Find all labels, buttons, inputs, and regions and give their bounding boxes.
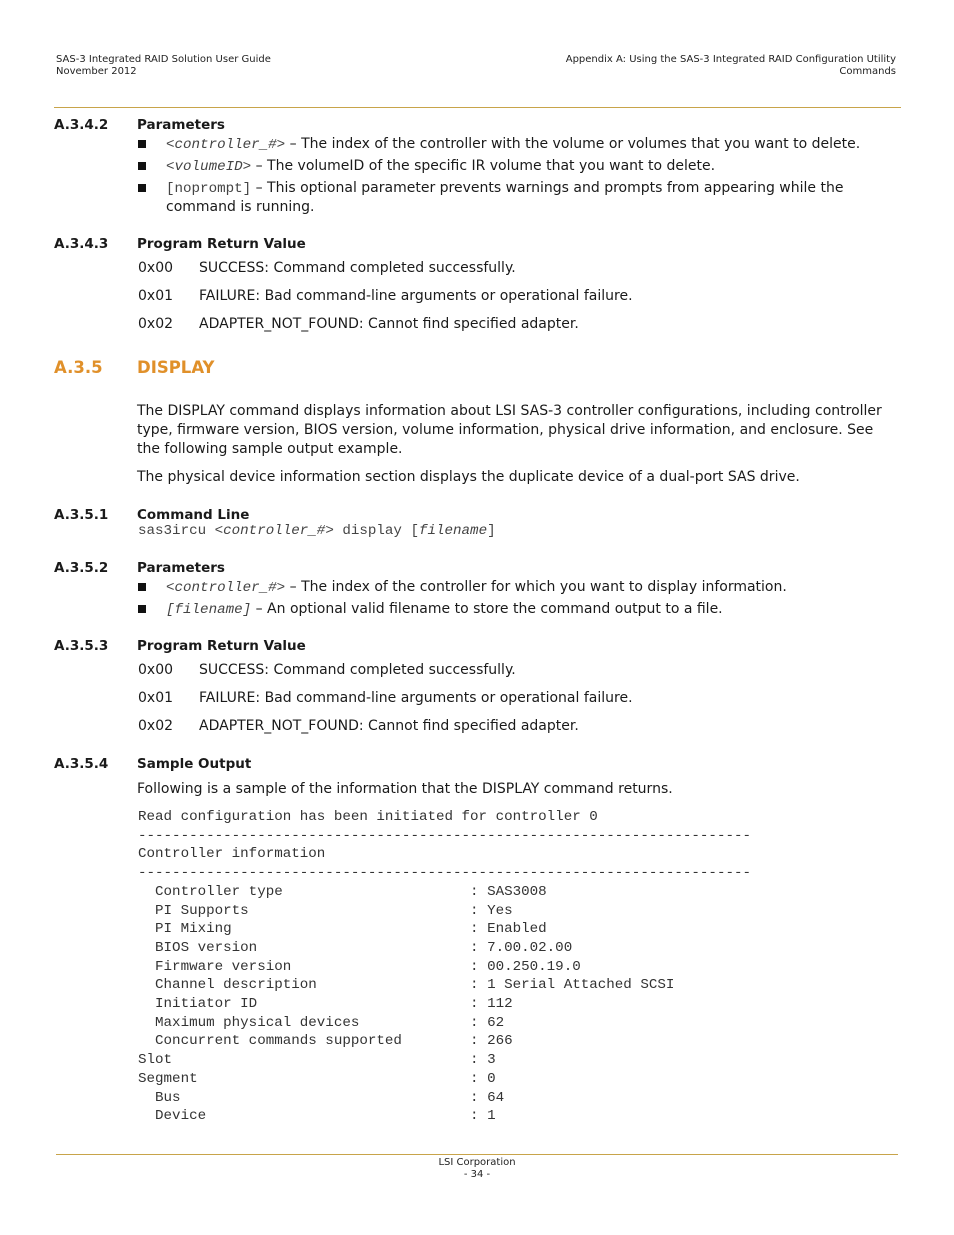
section-title: Program Return Value [137, 236, 306, 252]
param-item: <controller_#> – The index of the controller for which you want to display information. [166, 579, 787, 596]
footer-rule [56, 1154, 898, 1155]
doc-title: SAS-3 Integrated RAID Solution User Guide [56, 54, 271, 65]
return-code: 0x02 [138, 718, 174, 734]
param-item: [noprompt] – This optional parameter prevents warnings and prompts from appearing while the command is running. [166, 180, 844, 215]
bullet-icon [138, 184, 146, 192]
return-code: 0x02 [138, 316, 174, 332]
doc-date: November 2012 [56, 66, 137, 77]
section-title: Parameters [137, 117, 225, 133]
section-title: Program Return Value [137, 638, 306, 654]
chapter-title: Appendix A: Using the SAS-3 Integrated RAID Configuration Utility [565, 54, 896, 65]
bullet-icon [138, 140, 146, 148]
param-item: <volumeID> – The volumeID of the specific IR volume that you want to delete. [166, 158, 716, 175]
section-number: A.3.4.3 [54, 236, 109, 252]
return-code: 0x01 [138, 288, 174, 304]
bullet-icon [138, 583, 146, 591]
return-desc: FAILURE: Bad command-line arguments or operational failure. [199, 690, 633, 706]
section-title: Command Line [137, 507, 250, 523]
return-code: 0x00 [138, 260, 174, 276]
page-number: - 34 - [463, 1169, 491, 1180]
heading-title: DISPLAY [137, 358, 215, 377]
paragraph: Following is a sample of the information that the DISPLAY command returns. [137, 781, 673, 797]
return-desc: FAILURE: Bad command-line arguments or operational failure. [199, 288, 633, 304]
sample-output-code: Read configuration has been initiated for controller 0 ------------------------------------------------------------------------ Controller information ------------------------------------------------------------------------ Controller type : SAS3008 PI Supports : Yes PI Mixing : Enabled BIOS version : 7.00.02.00 Firmware version : 00.250.19.0 Channel description : 1 Serial Attached SCSI Initiator ID : 112 Maximum physical devices : 62 Concurrent commands supported : 266 Slot : 3 Segment : 0 Bus : 64 Device : 1 [138, 809, 751, 1125]
footer [0, 1157, 954, 1181]
chapter-subtitle: Commands [839, 66, 896, 77]
param-item: <controller_#> – The index of the controller with the volume or volumes that you want to delete. [166, 136, 861, 153]
param-item: [filename] – An optional valid filename to store the command output to a file. [166, 601, 723, 618]
bullet-icon [138, 162, 146, 170]
section-number: A.3.5.4 [54, 756, 109, 772]
footer-company: LSI Corporation [438, 1157, 516, 1168]
return-desc: SUCCESS: Command completed successfully. [199, 260, 516, 276]
header-rule [54, 107, 901, 108]
section-number: A.3.5.2 [54, 560, 109, 576]
command-line: sas3ircu <controller_#> display [filename] [138, 523, 496, 539]
section-title: Sample Output [137, 756, 252, 772]
return-desc: SUCCESS: Command completed successfully. [199, 662, 516, 678]
paragraph: The DISPLAY command displays information about LSI SAS-3 controller configurations, including controller type, firmware version, BIOS version, volume information, physical drive information, and enclosure. See the following sample output example. [137, 403, 882, 457]
section-title: Parameters [137, 560, 225, 576]
paragraph: The physical device information section displays the duplicate device of a dual-port SAS drive. [137, 469, 800, 485]
header-left [56, 54, 271, 78]
section-number: A.3.5.1 [54, 507, 109, 523]
bullet-icon [138, 605, 146, 613]
heading-number: A.3.5 [54, 358, 103, 377]
return-desc: ADAPTER_NOT_FOUND: Cannot find specified adapter. [199, 316, 579, 332]
return-code: 0x01 [138, 690, 174, 706]
header-right [566, 54, 896, 78]
section-number: A.3.5.3 [54, 638, 109, 654]
section-number: A.3.4.2 [54, 117, 109, 133]
return-code: 0x00 [138, 662, 174, 678]
return-desc: ADAPTER_NOT_FOUND: Cannot find specified adapter. [199, 718, 579, 734]
